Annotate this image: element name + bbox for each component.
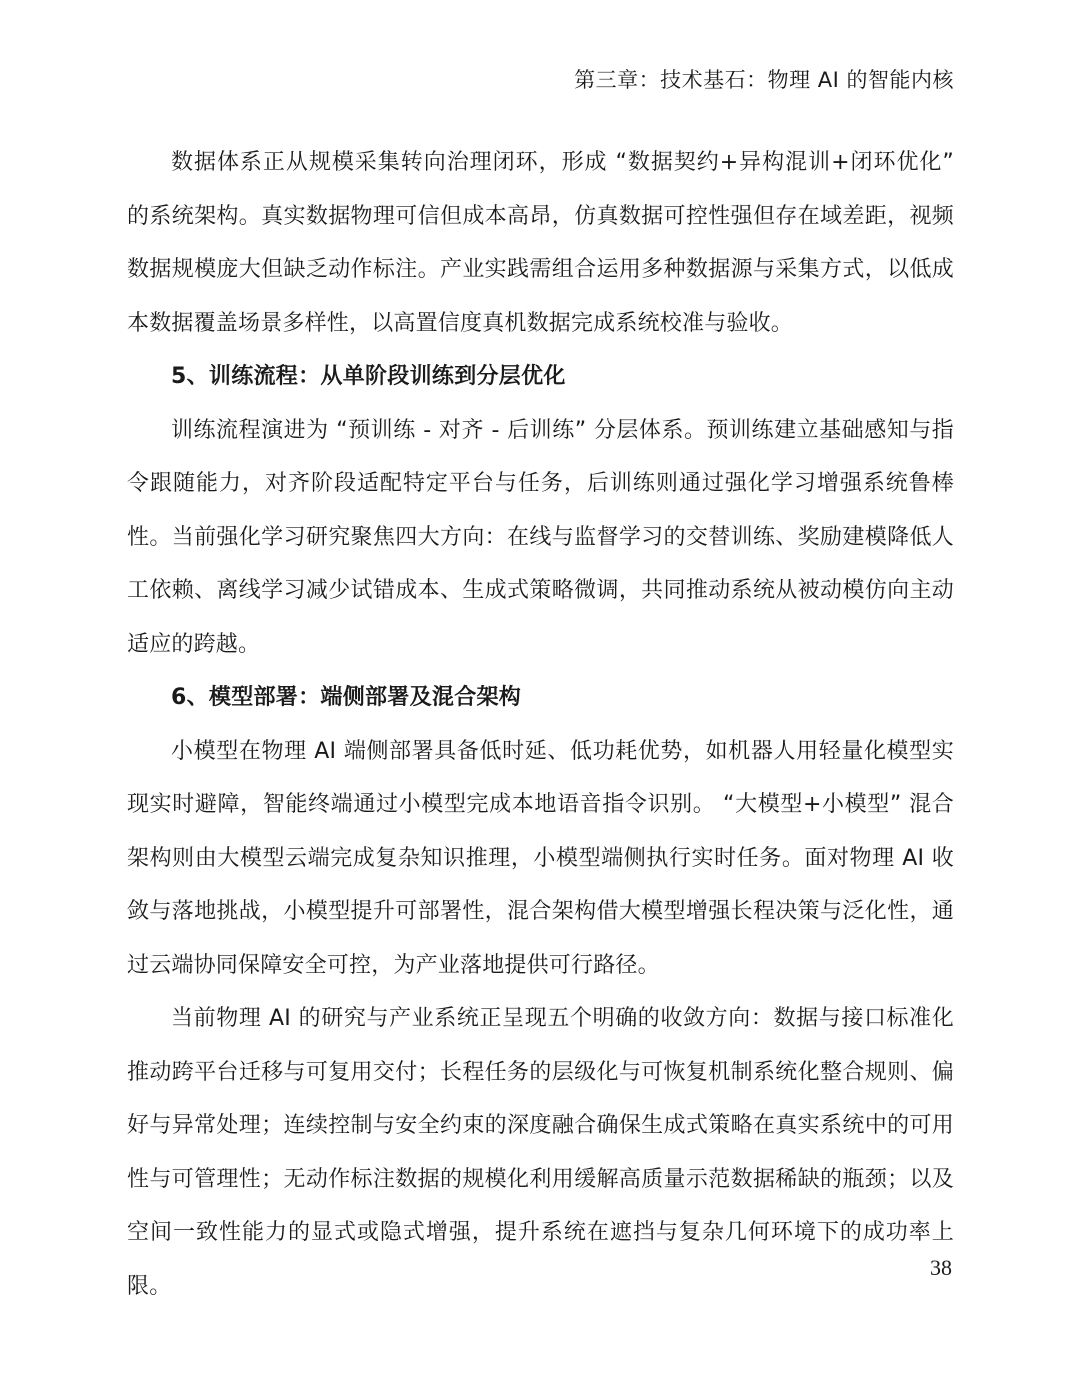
section-heading-training-process: 5、训练流程：从单阶段训练到分层优化 [171, 364, 566, 389]
paragraph-training-process: 训练流程演进为 “预训练 - 对齐 - 后训练” 分层体系。预训练建立基础感知与指令跟随能力，对齐阶段适配特定平台与任务，后训练则通过强化学习增强系统鲁棒性。当前强化学习研究聚焦四大方向：在线与监督学习的交替训练、奖励建模降低人工依赖、离线学习减少试错成本、生成式策略微调，共同推动系统从被动模仿向主动适应的跨越。 [127, 417, 954, 657]
section-heading-model-deployment: 6、模型部署：端侧部署及混合架构 [171, 685, 522, 710]
page-number: 38 [930, 1255, 952, 1280]
paragraph-model-deployment: 小模型在物理 AI 端侧部署具备低时延、低功耗优势，如机器人用轻量化模型实现实时避障，智能终端通过小模型完成本地语音指令识别。 “大模型+小模型” 混合架构则由大模型云端完成复杂知识推理，小模型端侧执行实时任务。面对物理 AI 收敛与落地挑战，小模型提升可部署性，混合架构借大模型增强长程决策与泛化性，通过云端协同保障安全可控，为产业落地提供可行路径。 [127, 738, 954, 978]
running-header-chapter-title: 第三章：技术基石：物理 AI 的智能内核 [574, 68, 954, 92]
paragraph-data-system: 数据体系正从规模采集转向治理闭环，形成 “数据契约+异构混训+闭环优化” 的系统架构。真实数据物理可信但成本高昂，仿真数据可控性强但存在域差距，视频数据规模庞大但缺乏动作标注。产业实践需组合运用多种数据源与采集方式，以低成本数据覆盖场景多样性，以高置信度真机数据完成系统校准与验收。 [127, 150, 954, 336]
paragraph-convergence-directions: 当前物理 AI 的研究与产业系统正呈现五个明确的收敛方向：数据与接口标准化推动跨平台迁移与可复用交付；长程任务的层级化与可恢复机制系统化整合规则、偏好与异常处理；连续控制与安全约束的深度融合确保生成式策略在真实系统中的可用性与可管理性；无动作标注数据的规模化利用缓解高质量示范数据稀缺的瓶颈；以及空间一致性能力的显式或隐式增强，提升系统在遮挡与复杂几何环境下的成功率上限。 [127, 1006, 954, 1299]
page-body [127, 136, 954, 1313]
